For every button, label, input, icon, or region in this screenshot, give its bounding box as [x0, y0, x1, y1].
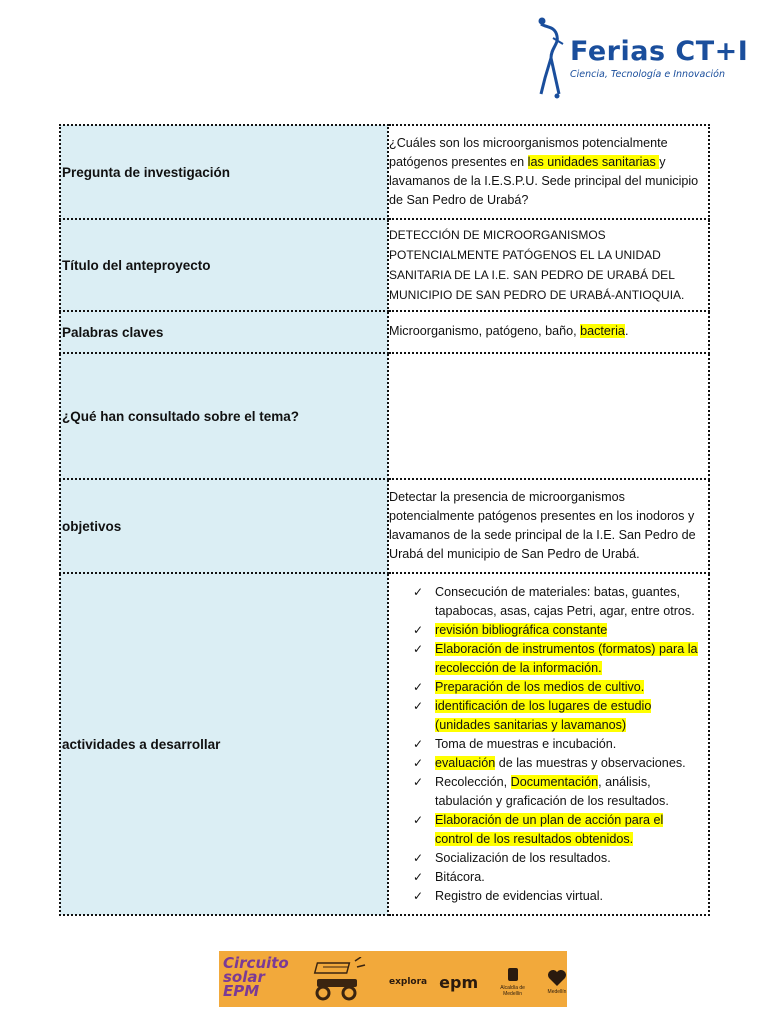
highlight-text: Preparación de los medios de cultivo.: [435, 679, 645, 694]
value-research-question: ¿Cuáles son los microorganismos potencialmente patógenos presentes en las unidades sanitarias y lavamanos de la I.E.S.P.U. Sede principal del municipio de San Pedro de Urabá?: [388, 125, 709, 219]
check-icon: ✓: [413, 869, 424, 884]
epm-logo: epm: [439, 972, 479, 992]
logo-subtitle: Ciencia, Tecnología e Innovación: [570, 69, 726, 80]
activity-item: ✓ Recolección, Documentación, análisis, tabulación y graficación de los resultados.: [413, 774, 669, 808]
row-keywords: [60, 311, 709, 353]
highlight-text: evaluación: [435, 755, 496, 770]
check-icon: ✓: [413, 698, 424, 713]
highlight-text: las unidades sanitarias: [527, 154, 660, 169]
check-icon: ✓: [413, 774, 424, 789]
activity-item: ✓ Consecución de materiales: batas, guantes, tapabocas, asas, cajas Petri, agar, entre otros.: [413, 584, 695, 618]
sponsor-logos: [389, 967, 567, 997]
crest-icon: [507, 967, 519, 983]
medellin-logo: Medellín: [547, 969, 567, 995]
scientist-figure-icon: [533, 14, 569, 100]
check-icon: ✓: [413, 755, 424, 770]
highlight-text: Documentación: [510, 774, 599, 789]
label-activities: actividades a desarrollar: [60, 573, 388, 915]
check-icon: ✓: [413, 812, 424, 827]
project-table: [59, 124, 710, 916]
activity-item: ✓ Registro de evidencias virtual.: [413, 887, 702, 906]
activity-item: [413, 640, 702, 678]
check-icon: ✓: [413, 679, 424, 694]
activity-item: ✓ Bitácora.: [413, 868, 702, 887]
check-icon: ✓: [413, 622, 424, 637]
activity-item: ✓ Toma de muestras e incubación.: [413, 735, 702, 754]
row-objectives: [60, 479, 709, 573]
heart-icon: [547, 969, 567, 987]
check-icon: ✓: [413, 584, 424, 599]
row-research-question: [60, 125, 709, 219]
check-icon: ✓: [413, 888, 424, 903]
alcaldia-logo: Alcaldía de Medellín: [490, 967, 535, 997]
value-objectives: Detectar la presencia de microorganismos potencialmente patógenos presentes en los inodoros y lavamanos de la sede principal de la I.E. San Pedro de Urabá del municipio de San Pedro de Urabá.: [388, 479, 709, 573]
check-icon: ✓: [413, 736, 424, 751]
label-research-question: Pregunta de investigación: [60, 125, 388, 219]
activity-list: [389, 583, 702, 906]
label-consulted: ¿Qué han consultado sobre el tema?: [60, 353, 388, 479]
explora-logo: explora: [389, 977, 428, 987]
activity-item: ✓ Socialización de los resultados.: [413, 849, 702, 868]
activity-item: [413, 697, 702, 735]
row-project-title: [60, 219, 709, 311]
highlight-text: revisión bibliográfica constante: [435, 622, 608, 637]
row-activities: [60, 573, 709, 915]
highlight-text: Elaboración de un plan de acción para el control de los resultados obtenidos.: [435, 812, 664, 846]
label-objectives: objetivos: [60, 479, 388, 573]
check-icon: ✓: [413, 641, 424, 656]
activity-item: [413, 621, 702, 640]
value-keywords: Microorganismo, patógeno, baño, bacteria.: [388, 311, 709, 353]
label-project-title: Título del anteproyecto: [60, 219, 388, 311]
row-consulted: [60, 353, 709, 479]
activity-item: [413, 811, 702, 849]
activity-item: [413, 678, 702, 697]
label-keywords: Palabras claves: [60, 311, 388, 353]
banner-title: Circuito solar EPM: [223, 954, 289, 1000]
highlight-text: bacteria: [580, 324, 625, 339]
solar-car-icon: [311, 957, 367, 1001]
highlight-text: identificación de los lugares de estudio (unidades sanitarias y lavamanos): [435, 698, 652, 732]
value-activities: [388, 573, 709, 915]
value-project-title: DETECCIÓN DE MICROORGANISMOS POTENCIALMENTE PATÓGENOS EL LA UNIDAD SANITARIA DE LA I.E. SAN PEDRO DE URABÁ DEL MUNICIPIO DE SAN PEDRO DE URABÁ-ANTIOQUIA.: [388, 219, 709, 311]
highlight-text: Elaboración de instrumentos (formatos) para la recolección de la información.: [435, 641, 698, 675]
activity-item: ✓ evaluación de las muestras y observaciones.: [413, 754, 702, 773]
logo-title: Ferias CT+I: [570, 36, 749, 67]
value-consulted: [388, 353, 709, 479]
footer-sponsor-banner: [219, 951, 567, 1007]
check-icon: ✓: [413, 850, 424, 865]
